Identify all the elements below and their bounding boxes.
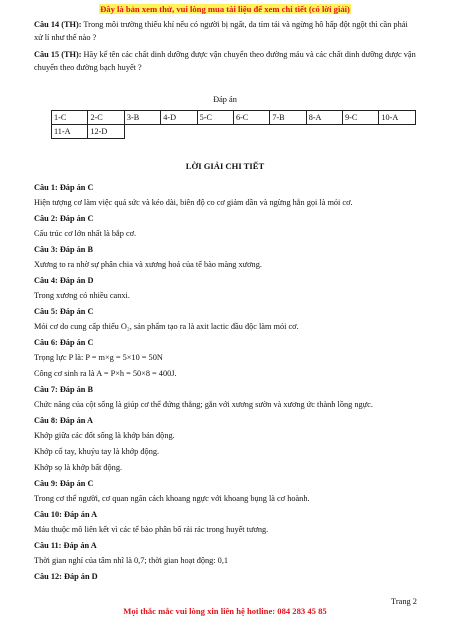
document-content — [34, 18, 416, 585]
answer-cell: 9-C — [343, 111, 379, 125]
answer-cell: 2-C — [88, 111, 124, 125]
answer-key-title: Đáp án — [213, 95, 237, 104]
answer-cell: 3-B — [124, 111, 160, 125]
question-14 — [34, 18, 416, 44]
solution-heading: Câu 4: Đáp án D — [34, 276, 94, 285]
solution-line: Cấu trúc cơ lớn nhất là bắp cơ. — [34, 229, 137, 238]
solution-line: Mỏi cơ do cung cấp thiếu O₂, sản phẩm tạo ra là axit lactic đầu độc làm mỏi cơ. — [34, 322, 299, 331]
answer-cell: 1-C — [52, 111, 88, 125]
answer-cell: 10-A — [379, 111, 416, 125]
solution-heading: Câu 1: Đáp án C — [34, 183, 94, 192]
solution-line: Khớp giữa các đốt sống là khớp bán động. — [34, 431, 175, 440]
answer-key-row — [52, 111, 416, 125]
answer-key-table — [51, 110, 416, 139]
answer-cell: 5-C — [197, 111, 233, 125]
solution-heading: Câu 10: Đáp án A — [34, 510, 98, 519]
question-15-label: Câu 15 (TH): — [34, 50, 82, 59]
answer-cell: 6-C — [233, 111, 269, 125]
solution-heading: Câu 9: Đáp án C — [34, 479, 94, 488]
solution-heading: Câu 8: Đáp án A — [34, 416, 94, 425]
solution-line: Thời gian nghỉ của tâm nhĩ là 0,7; thời gian hoạt động: 0,1 — [34, 556, 229, 565]
solutions-title: LỜI GIẢI CHI TIẾT — [185, 161, 265, 171]
solution-line: Trong cơ thể người, cơ quan ngăn cách khoang ngực với khoang bụng là cơ hoành. — [34, 494, 310, 503]
solution-line: Máu thuộc mô liên kết vì các tế bào phân bố rải rác trong huyết tương. — [34, 525, 269, 534]
solution-line: Công cơ sinh ra là A = P×h = 50×8 = 400J. — [34, 369, 177, 378]
answer-key-row — [52, 125, 416, 139]
preview-banner — [0, 4, 450, 14]
answer-cell: 8-A — [306, 111, 342, 125]
solution-line: Khớp sọ là khớp bất động. — [34, 463, 123, 472]
solution-line: Hiện tượng cơ làm việc quá sức và kéo dài, biên độ co cơ giảm dần và ngừng hẳn gọi là mỏi cơ. — [34, 198, 353, 207]
answer-cell: 12-D — [88, 125, 124, 139]
question-14-label: Câu 14 (TH): — [34, 20, 82, 29]
solution-heading: Câu 2: Đáp án C — [34, 214, 94, 223]
question-15-text: Hãy kể tên các chất dinh dưỡng được vận chuyển theo đường máu và các chất dinh dưỡng được vận chuyển theo đường bạch huyết ? — [34, 50, 416, 72]
solution-line: Trọng lực P là: P = m×g = 5×10 = 50N — [34, 353, 163, 362]
question-15 — [34, 48, 416, 74]
answer-cell: 7-B — [270, 111, 306, 125]
solution-heading: Câu 3: Đáp án B — [34, 245, 94, 254]
hotline-footer: Mọi thắc mắc vui lòng xin liên hệ hotline: 084 283 45 85 — [123, 606, 327, 616]
solution-heading: Câu 5: Đáp án C — [34, 307, 94, 316]
solution-heading: Câu 11: Đáp án A — [34, 541, 97, 550]
preview-banner-text: Đây là bản xem thử, vui lòng mua tài liệu để xem chi tiết (có lời giải) — [100, 4, 350, 14]
solutions-list — [34, 181, 416, 585]
solution-line: Trong xương có nhiều canxi. — [34, 291, 130, 300]
solution-heading: Câu 12: Đáp án D — [34, 572, 98, 581]
solution-line: Chức năng của cột sống là giúp cơ thể đứng thẳng; gắn với xương sườn và xương ức thành lồng ngực. — [34, 400, 373, 409]
question-14-text: Trong môi trường thiếu khí nếu có người bị ngất, da tím tái và ngừng hô hấp đột ngột thì cần phải xử lí như thế nào ? — [34, 20, 408, 42]
answer-cell: 11-A — [52, 125, 88, 139]
solution-heading: Câu 6: Đáp án C — [34, 338, 94, 347]
page-number: Trang 2 — [391, 597, 417, 606]
solution-heading: Câu 7: Đáp án B — [34, 385, 94, 394]
solution-line: Xương to ra nhờ sự phân chia và xương hoá của tế bào màng xương. — [34, 260, 262, 269]
solution-line: Khớp cổ tay, khuỷu tay là khớp động. — [34, 447, 160, 456]
answer-cell: 4-D — [161, 111, 197, 125]
